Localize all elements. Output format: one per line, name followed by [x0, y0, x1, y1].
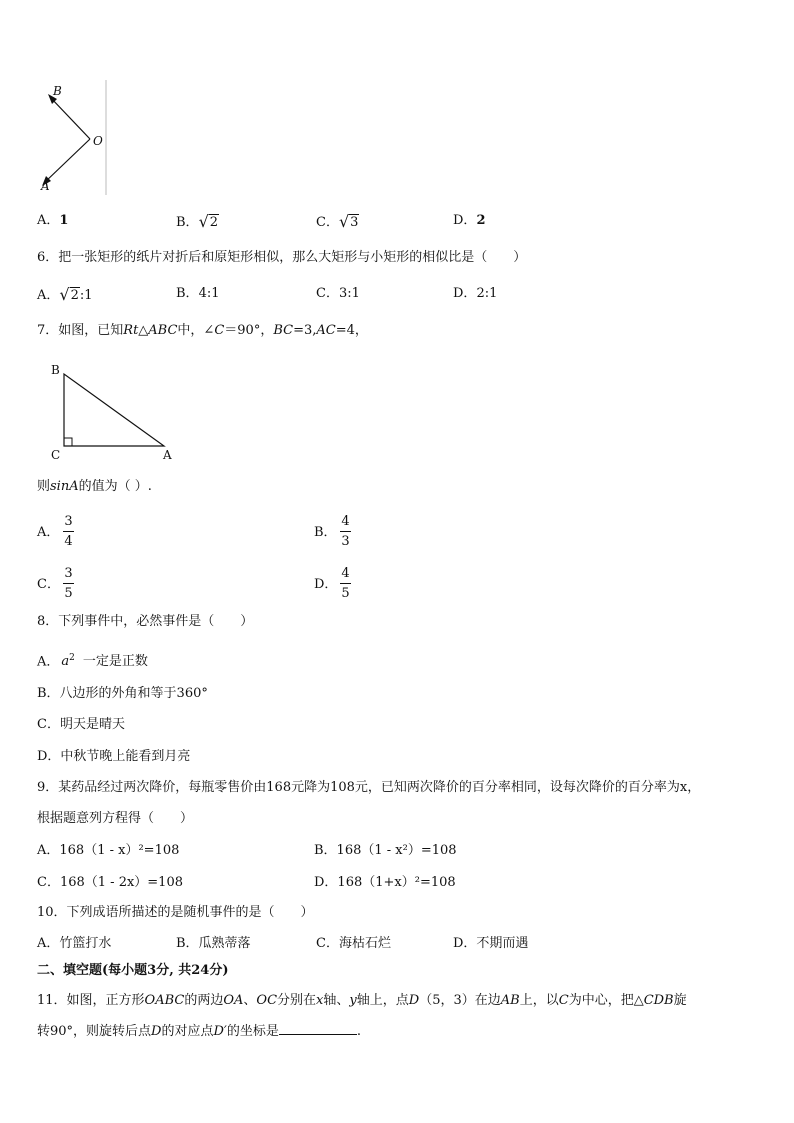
q6-option-c[interactable]: C．3:1: [316, 286, 360, 301]
q7-stem: 7．如图，已知Rt△ABC中，∠C＝90°，BC=3,AC=4，: [37, 323, 368, 338]
q9-option-d[interactable]: D．168（1+x）²=108: [314, 875, 456, 890]
q5-label-o: O: [93, 134, 103, 148]
q9-option-b[interactable]: B．168（1 - x²）=108: [314, 843, 457, 858]
q7-figure: [44, 360, 184, 465]
section-2-title: 二、填空题(每小题3分, 共24分): [37, 963, 229, 978]
q6-option-b[interactable]: B．4:1: [176, 286, 220, 301]
q5-option-a[interactable]: A．1: [37, 213, 69, 228]
q7-label-a: A: [163, 448, 172, 462]
q9-option-a[interactable]: A．168（1 - x）²=108: [37, 843, 180, 858]
q5-label-b: B: [53, 84, 62, 98]
q8-option-d[interactable]: D．中秋节晚上能看到月亮: [37, 749, 191, 764]
q8-option-c[interactable]: C．明天是晴天: [37, 717, 125, 732]
q9-stem-line2: 根据题意列方程得（ ）: [37, 811, 194, 826]
q7-option-c-letter[interactable]: C．: [37, 577, 60, 592]
q6-option-d[interactable]: D．2:1: [453, 286, 498, 301]
sqrt-2: √2: [198, 212, 219, 231]
q9-stem-line1: 9．某药品经过两次降价，每瓶零售价由168元降为108元，已知两次降价的百分率相同，设每次降价的百分率为x，: [37, 780, 701, 795]
q10-option-b[interactable]: B．瓜熟蒂落: [176, 936, 251, 951]
sqrt-3: √3: [338, 212, 359, 231]
q11-line1: 11．如图，正方形OABC的两边OA、OC分别在x轴、y轴上，点D（5，3）在边AB上，以C为中心，把△CDB旋: [37, 993, 687, 1008]
q5-label-a: A: [41, 179, 50, 193]
q10-option-a[interactable]: A．竹篮打水: [37, 936, 112, 951]
q7-label-c: C: [51, 448, 61, 462]
answer-blank[interactable]: [279, 1022, 357, 1035]
q8-option-b[interactable]: B．八边形的外角和等于360°: [37, 686, 208, 701]
q8-stem: 8．下列事件中，必然事件是（ ）: [37, 614, 254, 629]
q5-figure: [36, 80, 116, 195]
q5-option-b[interactable]: B．√2: [176, 212, 219, 231]
q11-line2: 转90°，则旋转后点D的对应点D′的坐标是 .: [37, 1024, 362, 1039]
q7-option-d-fraction: 4 5: [341, 566, 350, 601]
q7-option-c-fraction: 3 5: [64, 566, 73, 601]
sqrt-2: √2: [59, 285, 79, 304]
q10-stem: 10．下列成语所描述的是随机事件的是（ ）: [37, 905, 314, 920]
q5-option-d[interactable]: D．2: [453, 213, 486, 228]
q7-option-a-letter[interactable]: A．: [37, 525, 60, 540]
q6-option-a[interactable]: A．√2:1: [37, 285, 93, 304]
q10-option-c[interactable]: C．海枯石烂: [316, 936, 391, 951]
q6-stem: 6．把一张矩形的纸片对折后和原矩形相似，那么大矩形与小矩形的相似比是（ ）: [37, 250, 527, 265]
q7-option-a-fraction: 3 4: [64, 514, 73, 549]
q8-option-a[interactable]: A． $a^2$ 一定是正数: [37, 653, 148, 670]
q7-question: 则sinA的值为（ ）.: [37, 479, 152, 494]
q7-option-b-fraction: 4 3: [341, 514, 350, 549]
q10-option-d[interactable]: D．不期而遇: [453, 936, 529, 951]
q7-option-d-letter[interactable]: D．: [314, 577, 338, 592]
q7-label-b: B: [51, 363, 60, 377]
q7-option-b-letter[interactable]: B．: [314, 525, 337, 540]
q5-option-c[interactable]: C．√3: [316, 212, 359, 231]
q9-option-c[interactable]: C．168（1 - 2x）=108: [37, 875, 183, 890]
